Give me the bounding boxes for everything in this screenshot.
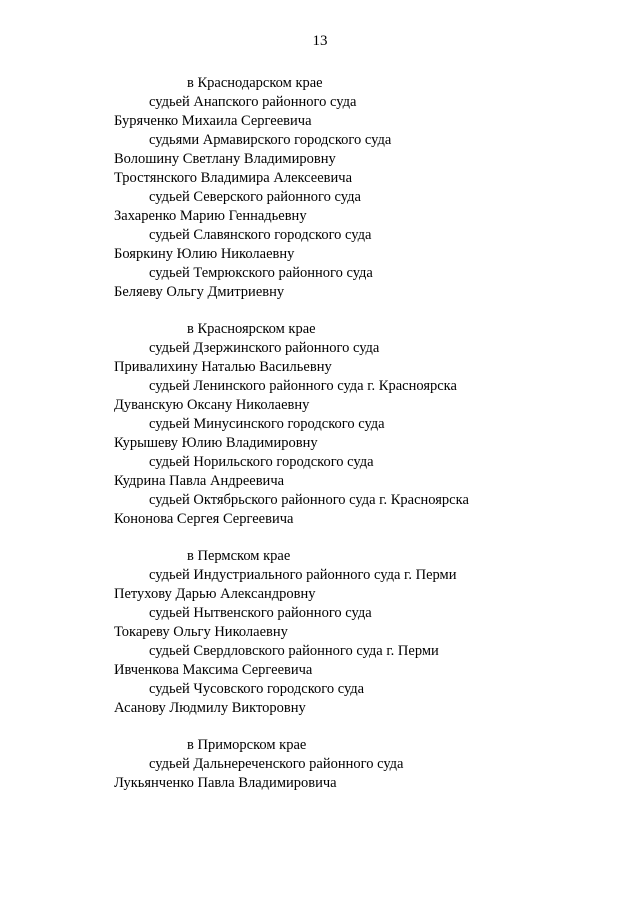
court-line: судьей Дзержинского районного суда (149, 340, 380, 356)
court-line: судьями Армавирского городского суда (149, 132, 392, 148)
person-name: Ивченкова Максима Сергеевича (114, 662, 313, 678)
court-line: судьей Славянского городского суда (149, 227, 372, 243)
person-name: Дуванскую Оксану Николаевну (114, 397, 310, 413)
court-line: судьей Северского районного суда (149, 189, 361, 205)
court-line: судьей Норильского городского суда (149, 454, 374, 470)
person-name: Кононова Сергея Сергеевича (114, 511, 294, 527)
court-line: судьей Нытвенского районного суда (149, 605, 372, 621)
person-name: Буряченко Михаила Сергеевича (114, 113, 312, 129)
person-name: Бояркину Юлию Николаевну (114, 246, 295, 262)
court-line: судьей Свердловского районного суда г. Перми (149, 643, 439, 659)
page-number: 13 (312, 33, 328, 49)
person-name: Лукьянченко Павла Владимировича (114, 775, 337, 791)
region-heading: в Красноярском крае (187, 321, 316, 337)
person-name: Асанову Людмилу Викторовну (114, 700, 306, 716)
person-name: Курышеву Юлию Владимировну (114, 435, 318, 451)
person-name: Кудрина Павла Андреевича (114, 473, 285, 489)
person-name: Захаренко Марию Геннадьевну (114, 208, 307, 224)
region-heading: в Приморском крае (187, 737, 307, 753)
court-line: судьей Темрюкского районного суда (149, 265, 373, 281)
court-line: судьей Октябрьского районного суда г. Красноярска (149, 492, 469, 508)
court-line: судьей Дальнереченского районного суда (149, 756, 404, 772)
region-heading: в Пермском крае (187, 548, 291, 564)
region-heading: в Краснодарском крае (187, 75, 323, 91)
court-line: судьей Ленинского районного суда г. Красноярска (149, 378, 457, 394)
person-name: Петухову Дарью Александровну (114, 586, 316, 602)
person-name: Беляеву Ольгу Дмитриевну (114, 284, 285, 300)
court-line: судьей Анапского районного суда (149, 94, 357, 110)
person-name: Волошину Светлану Владимировну (114, 151, 336, 167)
person-name: Тростянского Владимира Алексеевича (114, 170, 353, 186)
court-line: судьей Чусовского городского суда (149, 681, 365, 697)
court-line: судьей Минусинского городского суда (149, 416, 385, 432)
court-line: судьей Индустриального районного суда г. Перми (149, 567, 457, 583)
person-name: Токареву Ольгу Николаевну (114, 624, 288, 640)
person-name: Привалихину Наталью Васильевну (114, 359, 332, 375)
